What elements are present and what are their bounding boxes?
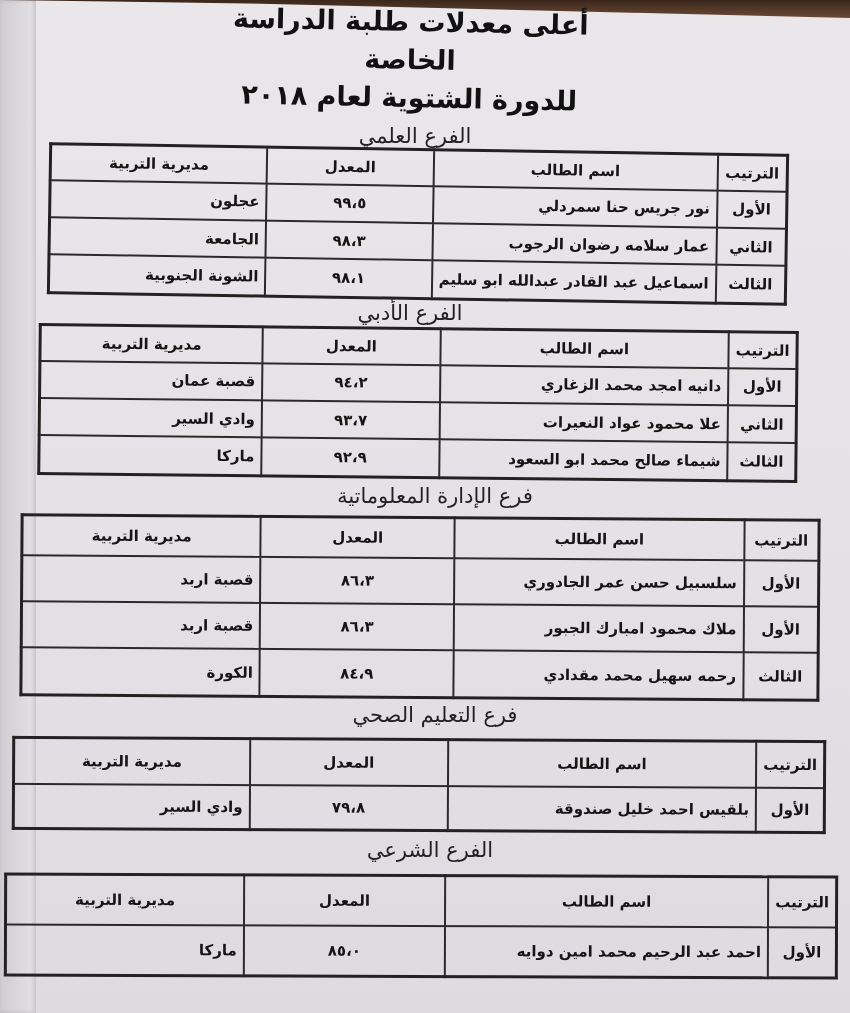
page-spine bbox=[0, 0, 36, 1013]
cell-directorate: وادي السير bbox=[13, 783, 249, 829]
cell-directorate: الشونة الجنوبية bbox=[48, 254, 265, 296]
cell-name: دانيه امجد محمد الزغاري bbox=[440, 365, 729, 405]
cell-directorate: الكورة bbox=[21, 647, 260, 696]
title-line-1: أعلى معدلات طلبة الدراسة الخاصة bbox=[232, 3, 589, 77]
section-title-literary: الفرع الأدبي bbox=[357, 301, 463, 325]
header-name: اسم الطالب bbox=[433, 150, 718, 190]
cell-avg: ٩٣،٧ bbox=[262, 400, 440, 439]
table-literary bbox=[37, 323, 799, 483]
cell-rank: الأول bbox=[756, 787, 825, 832]
cell-rank: الأول bbox=[744, 560, 819, 607]
header-rank: الترتيب bbox=[744, 520, 819, 561]
cell-rank: الثاني bbox=[716, 228, 787, 266]
cell-rank: الثالث bbox=[743, 652, 818, 700]
table-row bbox=[21, 647, 818, 700]
table-info-management bbox=[19, 513, 820, 702]
cell-avg: ٨٤،٩ bbox=[260, 649, 454, 698]
table-sharia bbox=[4, 873, 838, 980]
header-avg: المعدل bbox=[244, 875, 445, 926]
header-name: اسم الطالب bbox=[445, 876, 768, 927]
cell-avg: ٨٦،٣ bbox=[260, 603, 454, 651]
cell-name: ملاك محمود امبارك الجبور bbox=[454, 604, 744, 652]
cell-avg: ٩٨،٣ bbox=[266, 220, 433, 260]
cell-directorate: قصبة اربد bbox=[22, 555, 261, 603]
cell-name: سلسبيل حسن عمر الجادوري bbox=[454, 558, 744, 606]
cell-name: بلقيس احمد خليل صندوقة bbox=[447, 786, 756, 833]
header-avg: المعدل bbox=[262, 327, 440, 365]
cell-directorate: ماركا bbox=[39, 435, 262, 476]
cell-avg: ٩٢،٩ bbox=[261, 438, 439, 478]
cell-avg: ٩٤،٢ bbox=[262, 363, 440, 402]
table-header-row bbox=[22, 515, 819, 561]
header-rank: الترتيب bbox=[717, 154, 787, 191]
header-rank: الترتيب bbox=[729, 332, 798, 369]
table-row bbox=[21, 601, 818, 653]
table-row bbox=[22, 555, 819, 607]
table-health-education bbox=[12, 736, 826, 834]
cell-rank: الأول bbox=[717, 190, 788, 228]
cell-directorate: ماركا bbox=[5, 924, 244, 976]
header-directorate: مديرية التربية bbox=[50, 144, 267, 183]
table-header-row bbox=[6, 874, 837, 927]
table-row bbox=[39, 435, 796, 481]
cell-avg: ٩٩،٥ bbox=[266, 183, 433, 223]
cell-name: اسماعيل عبد القادر عبدالله ابو سليم bbox=[431, 260, 716, 303]
header-directorate: مديرية التربية bbox=[22, 515, 261, 557]
header-directorate: مديرية التربية bbox=[6, 874, 245, 925]
cell-rank: الأول bbox=[768, 927, 837, 978]
header-avg: المعدل bbox=[267, 147, 434, 186]
cell-avg: ٨٥،٠ bbox=[244, 925, 445, 977]
cell-name: علا محمود عواد النعيرات bbox=[439, 402, 728, 442]
section-title-info-management: فرع الإدارة المعلوماتية bbox=[337, 484, 533, 508]
cell-name: عمار سلامه رضوان الرجوب bbox=[432, 223, 717, 265]
cell-avg: ٧٩،٨ bbox=[249, 785, 447, 831]
section-title-scientific: الفرع العلمي bbox=[358, 124, 472, 148]
table-header-row bbox=[14, 737, 825, 787]
cell-directorate: الجامعة bbox=[49, 217, 266, 258]
header-rank: الترتيب bbox=[768, 877, 837, 927]
header-avg: المعدل bbox=[261, 516, 455, 557]
cell-directorate: وادي السير bbox=[39, 398, 262, 438]
header-avg: المعدل bbox=[250, 739, 448, 786]
cell-rank: الأول bbox=[728, 368, 797, 406]
header-rank: الترتيب bbox=[756, 741, 825, 787]
cell-avg: ٨٦،٣ bbox=[260, 556, 454, 604]
header-directorate: مديرية التربية bbox=[14, 737, 250, 784]
document-title bbox=[199, 0, 621, 122]
cell-name: نور جريس حنا سمردلي bbox=[433, 186, 718, 228]
cell-name: احمد عبد الرحيم محمد امين دوايه bbox=[445, 926, 768, 978]
header-directorate: مديرية التربية bbox=[40, 325, 263, 363]
section-title-health-education: فرع التعليم الصحي bbox=[352, 703, 518, 727]
cell-rank: الثالث bbox=[715, 265, 786, 304]
cell-directorate: عجلون bbox=[50, 180, 267, 221]
cell-avg: ٩٨،١ bbox=[265, 258, 432, 299]
title-line-2: للدورة الشتوية لعام ٢٠١٨ bbox=[241, 79, 578, 118]
cell-name: رحمه سهيل محمد مقدادي bbox=[454, 650, 744, 699]
header-name: اسم الطالب bbox=[440, 329, 729, 368]
cell-rank: الثالث bbox=[727, 442, 796, 481]
header-name: اسم الطالب bbox=[455, 518, 745, 560]
header-name: اسم الطالب bbox=[448, 740, 757, 788]
cell-rank: الأول bbox=[743, 606, 818, 653]
section-title-sharia: الفرع الشرعي bbox=[366, 838, 494, 862]
table-row bbox=[13, 783, 824, 832]
table-scientific bbox=[47, 142, 789, 306]
table-row bbox=[5, 924, 836, 978]
cell-name: شيماء صالح محمد ابو السعود bbox=[439, 439, 728, 480]
cell-directorate: قصبة اربد bbox=[21, 601, 260, 649]
cell-directorate: قصبة عمان bbox=[40, 361, 263, 401]
cell-rank: الثاني bbox=[728, 405, 797, 443]
